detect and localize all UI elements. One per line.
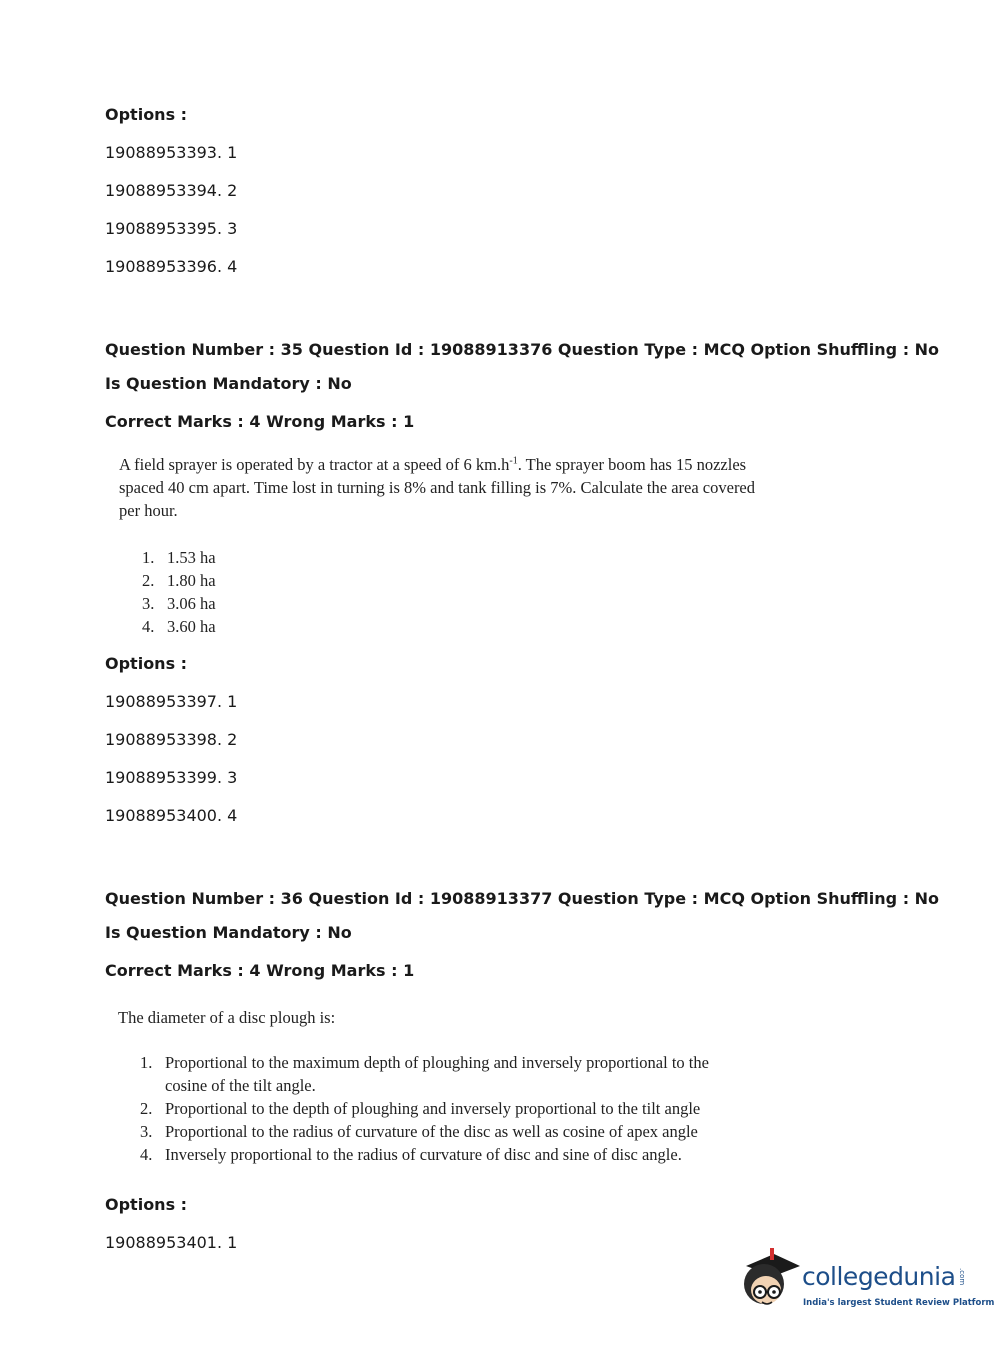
option-id: 19088953399. 3 — [105, 768, 238, 787]
choice-item: 4. Inversely proportional to the radius of curvature of disc and sine of disc angle. — [140, 1145, 682, 1164]
mascot-icon — [740, 1248, 802, 1314]
choice-item: 3. 3.06 ha — [142, 594, 216, 613]
choice-item: 2. 1.80 ha — [142, 571, 216, 590]
question-marks: Correct Marks : 4 Wrong Marks : 1 — [105, 961, 415, 980]
collegedunia-logo — [740, 1248, 995, 1318]
option-id: 19088953400. 4 — [105, 806, 238, 825]
question-header: Question Number : 35 Question Id : 19088913376 Question Type : MCQ Option Shuffling : No — [105, 340, 940, 359]
choice-item: 2. Proportional to the depth of ploughing and inversely proportional to the tilt angle — [140, 1099, 701, 1118]
choice-item: 3. Proportional to the radius of curvature of the disc as well as cosine of apex angle — [140, 1122, 698, 1141]
choice-list — [142, 546, 727, 638]
option-id: 19088953398. 2 — [105, 730, 238, 749]
logo-wordmark: collegedunia — [802, 1262, 956, 1291]
question-mandatory: Is Question Mandatory : No — [105, 923, 352, 942]
choice-list — [140, 1051, 725, 1166]
question-marks: Correct Marks : 4 Wrong Marks : 1 — [105, 412, 415, 431]
question-mandatory: Is Question Mandatory : No — [105, 374, 352, 393]
option-id: 19088953394. 2 — [105, 181, 238, 200]
choice-item: 4. 3.60 ha — [142, 617, 216, 636]
choice-item: 1. 1.53 ha — [142, 548, 216, 567]
question-header: Question Number : 36 Question Id : 19088913377 Question Type : MCQ Option Shuffling : No — [105, 889, 940, 908]
options-heading: Options : — [105, 654, 188, 673]
question-text: The diameter of a disc plough is: — [118, 1008, 336, 1027]
option-id: 19088953395. 3 — [105, 219, 238, 238]
options-heading: Options : — [105, 1195, 188, 1214]
option-id: 19088953401. 1 — [105, 1233, 238, 1252]
option-id: 19088953396. 4 — [105, 257, 238, 276]
option-id: 19088953397. 1 — [105, 692, 238, 711]
logo-dotcom: .com — [958, 1268, 966, 1286]
options-heading: Options : — [105, 105, 188, 124]
option-id: 19088953393. 1 — [105, 143, 238, 162]
logo-tagline: India's largest Student Review Platform — [803, 1298, 995, 1308]
question-text: A field sprayer is operated by a tractor at a speed of 6 $km.h^{-1}$. The sprayer boom has 15 nozzles spaced 40 cm apart. Time lost in turning is 8% and tank filling is 7%. Calculate the area covered per hour. — [119, 455, 756, 520]
choice-item: 1. Proportional to the maximum depth of ploughing and inversely proportional to the cosine of the tilt angle. — [140, 1053, 709, 1095]
